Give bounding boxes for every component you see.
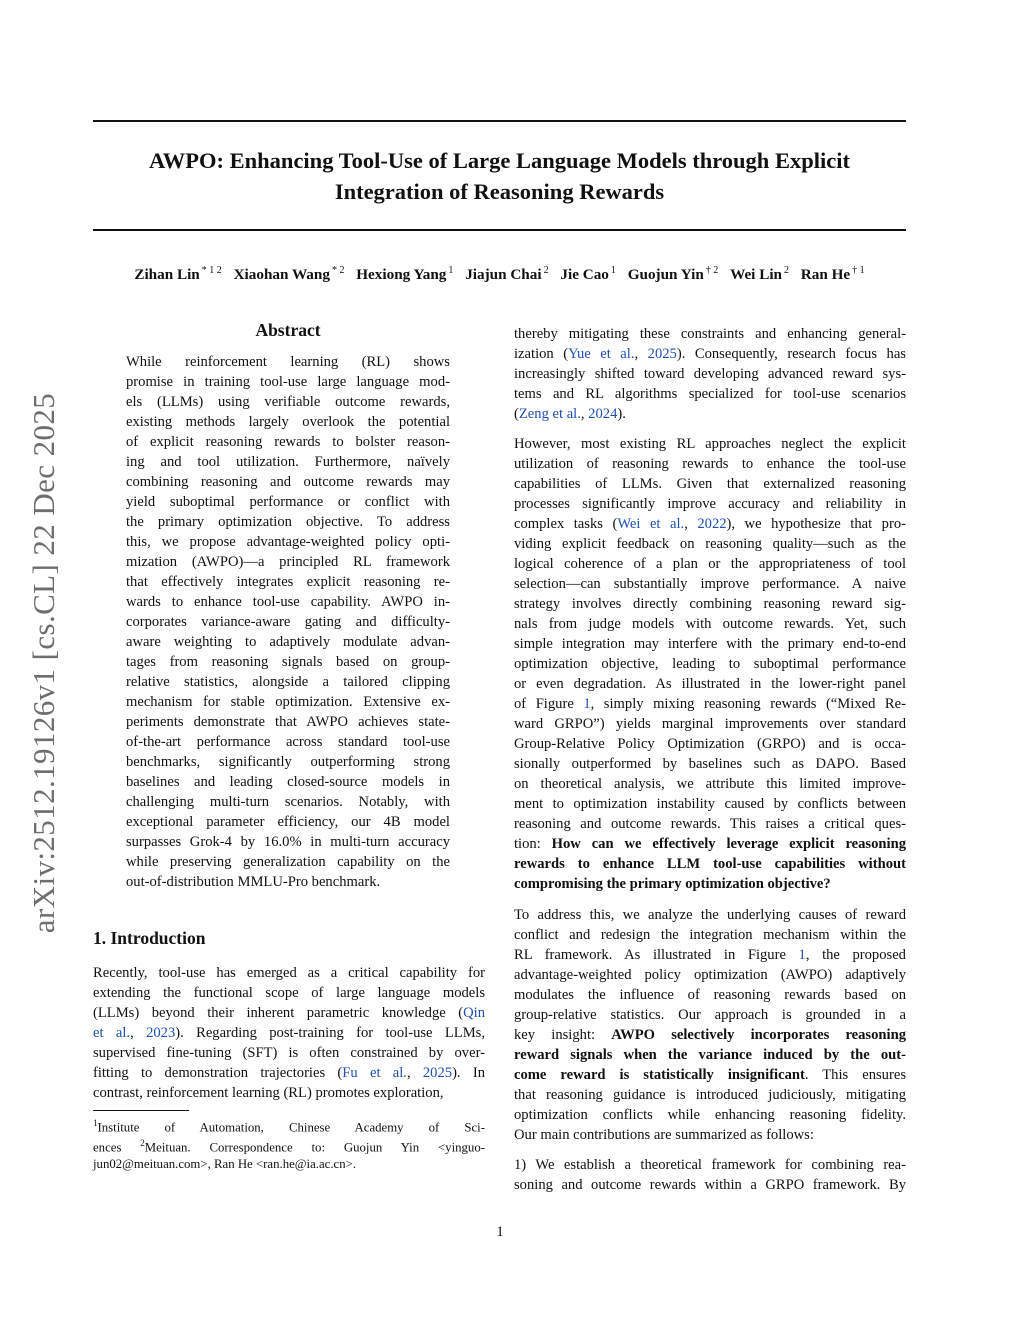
text-run: ). In [452,1065,485,1081]
author-name: Guojun Yin $^{\dagger 2}$ [627,265,719,284]
text-run: simple integration may interfere with the primary end-to-end [514,636,906,652]
text-line [514,474,906,494]
citation-link[interactable]: 2022 [697,516,727,532]
text-line [514,814,906,834]
affiliation-marks: 1 [448,265,454,276]
text-line [514,905,906,925]
text-line [514,514,906,534]
citation-link[interactable]: Zeng et al. [518,406,581,422]
paper-title [93,145,906,207]
text-line: tages from reasoning signals based on group- [126,654,450,670]
text-line: baselines and leading closed-source models in [126,774,450,790]
text-line [514,1025,906,1045]
text-run: tion: [514,836,552,852]
text-run: reward signals when the variance induced by the out- [514,1047,906,1063]
page-number: 1 [496,1224,504,1240]
text-run: fitting to demonstration trajectories ( [93,1065,343,1081]
text-line: periments demonstrate that AWPO achieves state- [126,714,450,730]
arxiv-sidebar [0,0,80,1325]
arxiv-id-stamp: arXiv:2512.19126v1 [cs.CL] 22 Dec 2025 [26,392,61,934]
text-line [93,1115,485,1135]
text-run: modulates the influence of reasoning rewards based on [514,987,906,1003]
citation-link[interactable]: Wei et al. [617,516,685,532]
text-line [514,434,906,454]
text-run: ward GRPO”) yields marginal improvements over standard [514,716,906,732]
text-line: this, we propose advantage-weighted policy opti- [126,534,450,550]
text-line [514,734,906,754]
text-run: reasoning and outcome rewards. This raises a critical ques- [514,816,906,832]
text-run: compromising the primary optimization objective? [514,876,831,892]
text-line [514,965,906,985]
text-run: , [634,346,648,362]
text-line [514,404,906,424]
text-run: tems and RL algorithms specialized for tool-use scenarios [514,386,906,402]
text-run: However, most existing RL approaches neglect the explicit [514,436,906,452]
text-run: logical coherence of a plan or the appropriateness of tool [514,556,906,572]
citation-link[interactable]: Yue et al. [568,346,635,362]
footnote-rule [93,1110,189,1111]
text-run: optimization conflicts while enhancing reasoning fidelity. [514,1107,906,1123]
text-line [514,634,906,654]
author-name: Hexiong Yang $^1$ [356,265,454,284]
text-line [93,1135,485,1155]
text-run: ( [514,406,519,422]
text-run: , simply mixing reasoning rewards (“Mixed Re- [590,696,906,712]
text-line: corporates variance-aware gating and difficulty- [126,614,450,630]
author-name: Ran He $^{\dagger 1}$ [800,265,865,284]
text-line [93,1023,485,1043]
text-line: combining reasoning and outcome rewards may [126,474,450,490]
text-line [514,324,906,344]
text-line [514,794,906,814]
citation-link[interactable]: Qin [463,1005,485,1021]
text-line [514,1045,906,1065]
affiliation-marks: 1 [610,265,616,276]
text-run: ences [93,1140,141,1155]
text-line: wards to enhance tool-use capability. AWPO in- [126,594,450,610]
text-run: increasingly shifted toward developing advanced reward sys- [514,366,906,382]
text-line [514,854,906,874]
footnote [93,1115,485,1172]
text-line [93,963,485,983]
text-line [514,754,906,774]
title-line-2: Integration of Reasoning Rewards [334,179,665,204]
text-run: sionally outperformed by baselines such as DAPO. Based [514,756,906,772]
section-heading-introduction: 1. Introduction [93,928,206,948]
author-name: Wei Lin $^2$ [730,265,789,284]
text-run: capabilities of LLMs. Given that externalized reasoning [514,476,906,492]
text-run: group-relative statistics. Our approach is grounded in a [514,1007,906,1023]
text-run: jun02@meituan.com>, Ran He <ran.he@ia.ac.cn>. [93,1156,357,1171]
text-run: complex tasks ( [514,516,618,532]
text-run: , the proposed [805,947,906,963]
text-line [514,1175,906,1195]
text-line [514,1085,906,1105]
text-run: ment to optimization instability caused by conflicts between [514,796,906,812]
text-line: promise in training tool-use large language mod- [126,374,450,390]
text-run: or even degradation. As illustrated in the lower-right panel [514,676,906,692]
text-run: rewards to enhance LLM tool-use capabilities without [514,856,906,872]
text-run: How can we effectively leverage explicit reasoning [551,836,906,852]
text-line [514,534,906,554]
text-run: extending the functional scope of large language models [93,985,485,1001]
text-line: mization (AWPO)—a principled RL framework [126,554,450,570]
text-line: of-the-art performance across standard tool-use [126,734,450,750]
text-line [514,1155,906,1175]
right-paragraph-4 [514,1155,906,1195]
footnote-mark: 1 [93,1118,98,1128]
right-paragraph-1 [514,324,906,424]
citation-link[interactable]: 2025 [647,346,677,362]
text-line [514,674,906,694]
citation-link[interactable]: 2023 [146,1025,176,1041]
citation-link[interactable]: Fu et al. [342,1065,407,1081]
author-name: Jiajun Chai $^2$ [465,265,549,284]
right-paragraph-2 [514,434,906,894]
text-line: While reinforcement learning (RL) shows [126,354,450,370]
text-line [514,344,906,364]
footnote-mark: 2 [140,1138,145,1149]
text-line [514,874,906,894]
text-run: ), we hypothesize that pro- [726,516,906,532]
text-line: surpasses Grok-4 by 16.0% in multi-turn accuracy [126,834,450,850]
affiliation-marks: * 1 2 [201,265,222,276]
text-run: ). Consequently, research focus has [676,346,906,362]
citation-link[interactable]: et al. [93,1025,131,1041]
citation-link[interactable]: 1 [798,947,806,963]
text-line [93,1063,485,1083]
title-line-1: AWPO: Enhancing Tool-Use of Large Language Models through Explicit [149,148,850,173]
author-name: Zihan Lin $^{* 1 2}$ [134,265,222,284]
text-run: on theoretical analysis, we attribute this limited improve- [514,776,906,792]
author-name: Jie Cao $^1$ [560,265,616,284]
affiliation-marks: 2 [543,265,549,276]
text-run: optimization objective, leading to suboptimal performance [514,656,906,672]
text-run: Meituan. Correspondence to: Guojun Yin <yinguo- [144,1140,485,1155]
text-line [514,654,906,674]
text-run: thereby mitigating these constraints and enhancing general- [514,326,906,342]
abstract-body [126,352,450,892]
text-line [514,364,906,384]
text-line: out-of-distribution MMLU-Pro benchmark. [126,874,381,890]
text-line: existing methods largely overlook the potential [126,414,450,430]
text-run: ization ( [514,346,569,362]
text-run: of Figure [514,696,584,712]
text-run: Group-Relative Policy Optimization (GRPO) and is occa- [514,736,906,752]
text-line [514,594,906,614]
text-run: , [406,1065,423,1081]
text-line: the primary optimization objective. To address [126,514,450,530]
text-run: Recently, tool-use has emerged as a critical capability for [93,965,485,981]
title-bottom-rule [93,229,906,231]
text-run: RL framework. As illustrated in Figure [514,947,799,963]
text-line: yield suboptimal performance or conflict with [126,494,450,510]
text-run: supervised fine-tuning (SFT) is often constrained by over- [93,1045,485,1061]
text-line [514,834,906,854]
text-line [93,1003,485,1023]
text-line [514,925,906,945]
text-run: utilization of reasoning rewards to enhance the tool-use [514,456,906,472]
text-line: mechanism for stable optimization. Extensive ex- [126,694,450,710]
text-line [514,554,906,574]
text-line [514,1005,906,1025]
text-line [514,494,906,514]
citation-link[interactable]: 2024 [588,406,618,422]
right-paragraph-3 [514,905,906,1145]
text-run: that reasoning guidance is introduced judiciously, mitigating [514,1087,906,1103]
text-run: advantage-weighted policy optimization (AWPO) adaptively [514,967,906,983]
text-line [514,774,906,794]
text-line [514,945,906,965]
text-line: of explicit reasoning rewards to bolster reason- [126,434,450,450]
text-line [514,985,906,1005]
citation-link[interactable]: 2025 [422,1065,453,1081]
text-run: viding explicit feedback on reasoning quality—such as the [514,536,906,552]
abstract-heading: Abstract [255,320,321,340]
text-run: strategy involves directly combining reasoning reward sig- [514,596,906,612]
text-line [514,1065,906,1085]
affiliation-marks: 2 [784,265,789,276]
text-line [514,384,906,404]
text-line [514,454,906,474]
text-run: key insight: [514,1027,612,1043]
text-run: , [580,406,589,422]
affiliation-marks: * 2 [331,265,345,276]
text-run: Institute of Automation, Chinese Academy of Sci- [97,1120,485,1135]
text-run: processes significantly improve accuracy and reliability in [514,496,906,512]
text-line [514,714,906,734]
text-run: contrast, reinforcement learning (RL) promotes exploration, [93,1085,444,1101]
text-line [93,983,485,1003]
text-line: challenging multi-turn scenarios. Notably, with [126,794,450,810]
text-run: To address this, we analyze the underlying causes of reward [514,907,906,923]
text-line [93,1043,485,1063]
text-line: exceptional parameter efficiency, our 4B model [126,814,450,830]
text-line: that effectively integrates explicit reasoning re- [126,574,450,590]
author-name: Xiaohan Wang $^{* 2}$ [233,265,345,284]
text-line: relative statistics, alongside a tailored clipping [126,674,450,690]
text-run: nals from judge models with outcome rewards. Yet, such [514,616,906,632]
text-line: ing and tool utilization. Furthermore, naïvely [126,454,450,470]
text-line [93,1156,485,1172]
intro-paragraph [93,963,485,1103]
text-line: aware weighting to adaptively modulate advan- [126,634,450,650]
text-line [514,1125,906,1145]
text-run: soning and outcome rewards within a GRPO framework. By [514,1177,906,1193]
text-run: AWPO selectively incorporates reasoning [611,1027,906,1043]
text-run: conflict and redesign the integration mechanism within the [514,927,906,943]
text-line [514,614,906,634]
text-run: Our main contributions are summarized as follows: [514,1127,814,1143]
text-line: benchmarks, significantly outperforming strong [126,754,450,770]
text-line: while preserving generalization capability on the [126,854,450,870]
text-line [93,1083,485,1103]
text-run: . This ensures [804,1067,906,1083]
title-top-rule [93,120,906,122]
citation-link[interactable]: 1 [583,696,591,712]
text-line [514,1105,906,1125]
affiliation-marks: † 1 [852,265,865,276]
text-run: ). Regarding post-training for tool-use LLMs, [175,1025,485,1041]
author-list [93,265,906,284]
text-run: , [684,516,698,532]
text-line [514,574,906,594]
text-run: , [130,1025,147,1041]
text-line [514,694,906,714]
text-line: els (LLMs) using verifiable outcome rewards, [126,394,450,410]
text-run: (LLMs) beyond their inherent parametric knowledge ( [93,1005,464,1021]
affiliation-marks: † 2 [705,265,719,276]
text-run: come reward is statistically insignificant [514,1067,805,1083]
text-run: selection—can substantially improve performance. A naive [514,576,906,592]
text-run: ). [617,406,626,422]
text-run: 1) We establish a theoretical framework for combining rea- [514,1157,906,1173]
